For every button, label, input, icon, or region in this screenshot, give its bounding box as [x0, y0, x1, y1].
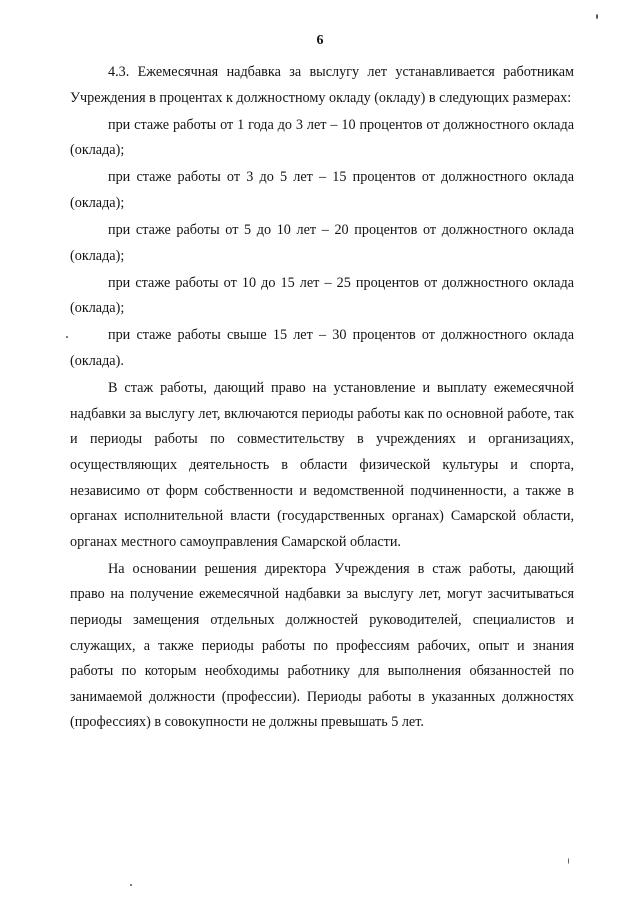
document-body — [70, 60, 574, 736]
scan-speck — [130, 884, 132, 886]
clause-4-3: 4.3. Ежемесячная надбавка за выслугу лет устанавливается работникам Учреждения в процентах к должностному окладу (окладу) в следующих размерах: — [70, 64, 574, 106]
tier-over-15-years: при стаже работы свыше 15 лет – 30 процентов от должностного оклада (оклада). — [70, 327, 574, 370]
tier-3-5-years: при стаже работы от 3 до 5 лет – 15 процентов от должностного оклада (оклада); — [70, 169, 574, 211]
page-number: 6 — [316, 33, 324, 48]
service-inclusion-paragraph: В стаж работы, дающий право на установление и выплату ежемесячной надбавки за выслугу лет, включаются периоды работы как по основной работе, так и периоды работы по совместительству в учреждениях и организациях, осуществляющих деятельность в области физической культуры и спорта, независимо от форм собственности и ведомственной подчиненности, а также в органах исполнительной власти (государственных органах) Самарской области, органах местного самоуправления Самарской области. — [70, 380, 574, 550]
scan-speck — [596, 14, 598, 19]
scan-speck — [66, 336, 68, 338]
scan-speck — [568, 858, 569, 864]
tier-5-10-years: при стаже работы от 5 до 10 лет – 20 процентов от должностного оклада (оклада); — [70, 222, 574, 264]
tier-1-3-years: при стаже работы от 1 года до 3 лет – 10 процентов от должностного оклада (оклада); — [70, 116, 574, 159]
tier-10-15-years: при стаже работы от 10 до 15 лет – 25 процентов от должностного оклада (оклада); — [70, 274, 574, 317]
director-decision-paragraph: На основании решения директора Учреждения в стаж работы, дающий право на получение ежемесячной надбавки за выслугу лет, могут засчитываться периоды замещения отдельных должностей руководителей, специалистов и служащих, а также периоды работы по профессиям рабочих, опыт и знания работы по которым необходимы работнику для выполнения обязанностей по занимаемой должности (профессии). Периоды работы в указанных должностях (профессиях) в совокупности не должны превышать 5 лет. — [70, 560, 574, 731]
